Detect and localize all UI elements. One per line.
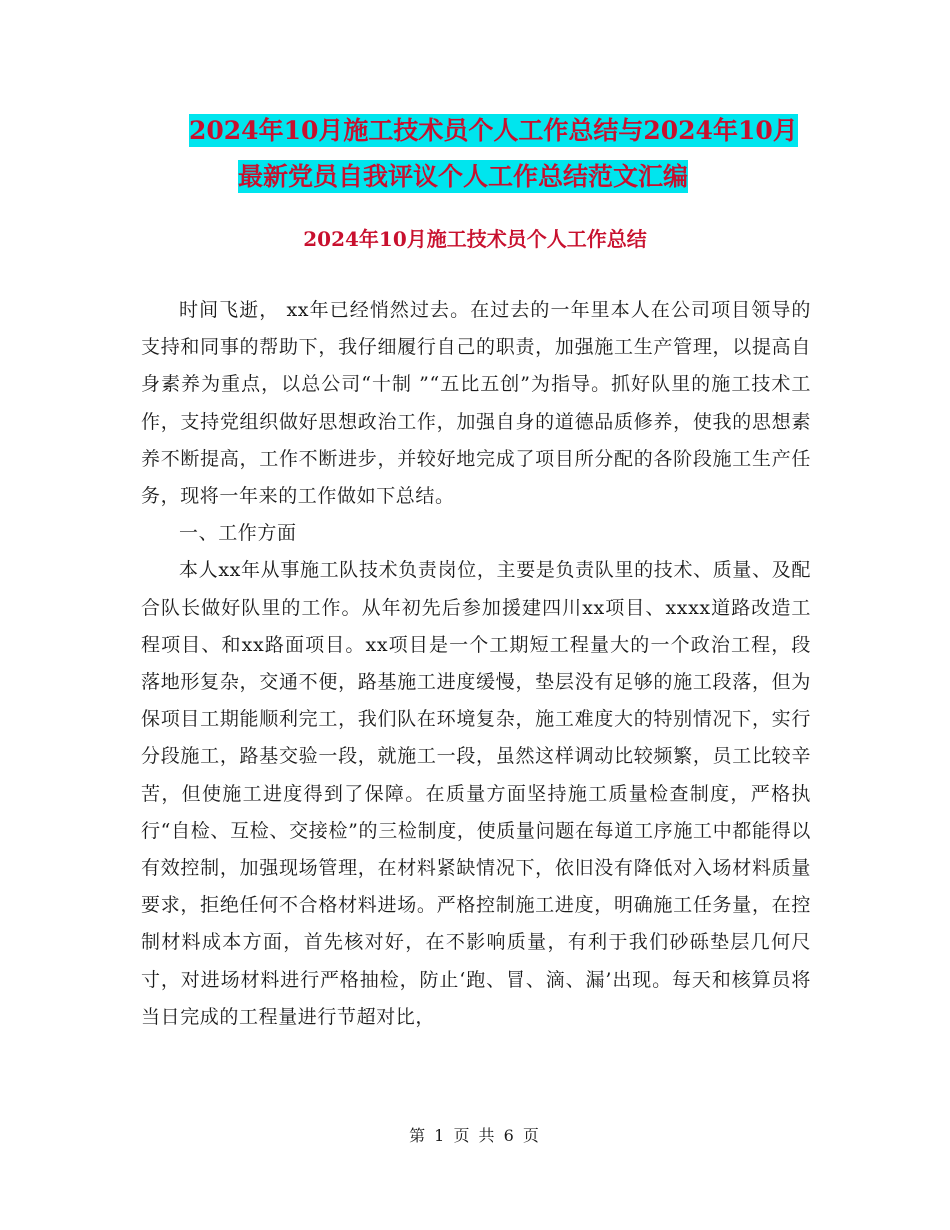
subheading-work: 一、工作方面	[179, 522, 297, 545]
title-line-2: 最新党员自我评议个人工作总结范文汇编	[238, 162, 689, 191]
title-line-1: 2024年10月施工技术员个人工作总结与2024年10月	[189, 116, 798, 145]
document-body	[141, 292, 811, 1036]
document-title	[180, 108, 820, 200]
paragraph-intro: 时间飞逝， xx年已经悄然过去。在过去的一年里本人在公司项目领导的支持和同事的帮助下，我仔细履行自己的职责，加强施工生产管理，以提高自身素养为重点，以总公司“十制 ”“五比五创”为指导。抓好队里的施工技术工作，支持党组织做好思想政治工作，加强自身的道德品质修养，使我的思想素养不断提高，工作不断进步，并较好地完成了项目所分配的各阶段施工生产任务，现将一年来的工作做如下总结。	[141, 299, 811, 508]
paragraph-work: 本人xx年从事施工队技术负责岗位，主要是负责队里的技术、质量、及配合队长做好队里的工作。从年初先后参加援建四川xx项目、xxxx道路改造工程项目、和xx路面项目。xx项目是一个工期短工程量大的一个政治工程，段落地形复杂，交通不便，路基施工进度缓慢，垫层没有足够的施工段落，但为保项目工期能顺利完工，我们队在环境复杂，施工难度大的特别情况下，实行分段施工，路基交验一段，就施工一段，虽然这样调动比较频繁，员工比较辛苦，但使施工进度得到了保障。在质量方面坚持施工质量检查制度，严格执行“自检、互检、交接检”的三检制度，使质量问题在每道工序施工中都能得以有效控制，加强现场管理，在材料紧缺情况下，依旧没有降低对入场材料质量要求，拒绝任何不合格材料进场。严格控制施工进度，明确施工任务量，在控制材料成本方面，首先核对好，在不影响质量，有利于我们砂砾垫层几何尺寸，对进场材料进行严格抽检，防止‘跑、冒、滴、漏’出现。每天和核算员将当日完成的工程量进行节超对比，	[141, 559, 811, 1028]
section-title: 2024年10月施工技术员个人工作总结	[303, 227, 647, 251]
page-number-footer: 第 1 页 共 6 页	[409, 1126, 541, 1145]
